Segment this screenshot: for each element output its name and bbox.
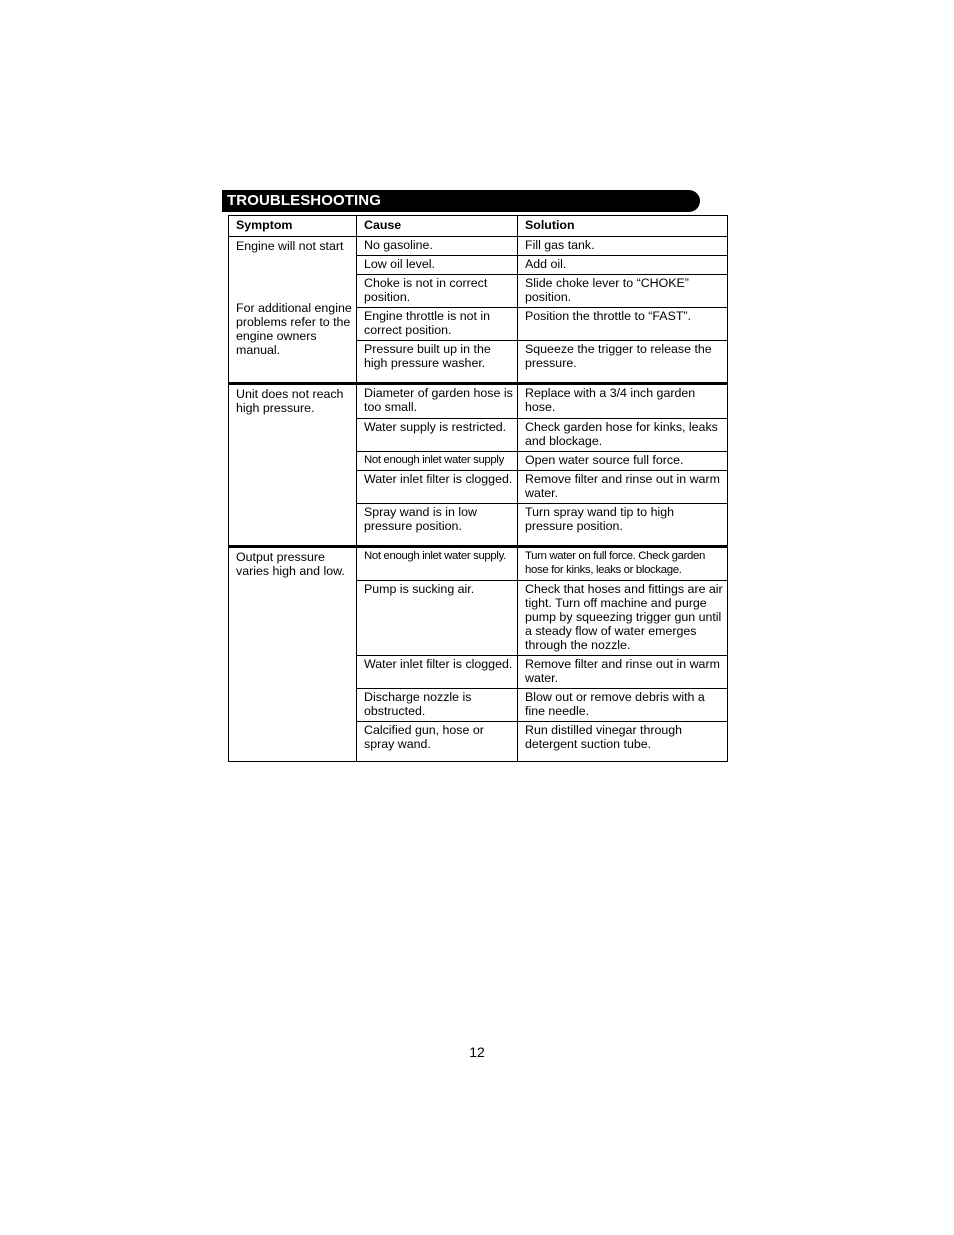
table-row <box>229 547 728 581</box>
cause-cell: Engine throttle is not in correct position. <box>357 308 518 341</box>
cause-cell: Spray wand is in low pressure position. <box>357 504 518 547</box>
solution-cell: Position the throttle to “FAST”. <box>518 308 728 341</box>
cause-cell: Water supply is restricted. <box>357 419 518 452</box>
table-row <box>229 384 728 419</box>
solution-cell: Blow out or remove debris with a fine needle. <box>518 689 728 722</box>
section-title: TROUBLESHOOTING <box>227 192 381 209</box>
cause-cell: Diameter of garden hose is too small. <box>357 384 518 419</box>
table-header-row <box>229 216 728 237</box>
troubleshooting-table <box>228 215 728 762</box>
cause-cell: Low oil level. <box>357 256 518 275</box>
solution-cell: Turn spray wand tip to high pressure position. <box>518 504 728 547</box>
solution-cell: Squeeze the trigger to release the pressure. <box>518 341 728 384</box>
section-title-bar <box>222 190 700 212</box>
cause-cell: Pump is sucking air. <box>357 581 518 656</box>
solution-cell: Remove filter and rinse out in warm water. <box>518 656 728 689</box>
solution-cell: Check garden hose for kinks, leaks and blockage. <box>518 419 728 452</box>
solution-cell: Remove filter and rinse out in warm water. <box>518 471 728 504</box>
cause-cell: Water inlet filter is clogged. <box>357 656 518 689</box>
solution-cell: Check that hoses and fittings are air tight. Turn off machine and purge pump by squeezing trigger gun until a steady flow of water emerges through the nozzle. <box>518 581 728 656</box>
solution-cell: Replace with a 3/4 inch garden hose. <box>518 384 728 419</box>
symptom-cell <box>229 237 357 384</box>
cause-cell: Not enough inlet water supply. <box>357 547 518 581</box>
solution-cell: Turn water on full force. Check garden hose for kinks, leaks or blockage. <box>518 547 728 581</box>
solution-cell: Fill gas tank. <box>518 237 728 256</box>
table-row <box>229 237 728 256</box>
cause-cell: Discharge nozzle is obstructed. <box>357 689 518 722</box>
cause-cell: Not enough inlet water supply <box>357 452 518 471</box>
header-solution: Solution <box>518 216 728 237</box>
symptom-text: Engine will not start <box>236 239 344 253</box>
symptom-cell <box>229 547 357 762</box>
symptom-text: Output pressure varies high and low. <box>236 550 345 578</box>
cause-cell: No gasoline. <box>357 237 518 256</box>
cause-cell: Water inlet filter is clogged. <box>357 471 518 504</box>
cause-cell: Calcified gun, hose or spray wand. <box>357 722 518 762</box>
symptom-note: For additional engine problems refer to the engine owners manual. <box>236 301 352 357</box>
header-symptom: Symptom <box>229 216 357 237</box>
cause-cell: Choke is not in correct position. <box>357 275 518 308</box>
cause-cell: Pressure built up in the high pressure washer. <box>357 341 518 384</box>
symptom-cell <box>229 384 357 547</box>
header-cause: Cause <box>357 216 518 237</box>
solution-cell: Slide choke lever to “CHOKE” position. <box>518 275 728 308</box>
symptom-text: Unit does not reach high pressure. <box>236 387 344 415</box>
solution-cell: Add oil. <box>518 256 728 275</box>
page-number: 12 <box>469 1044 485 1060</box>
solution-cell: Open water source full force. <box>518 452 728 471</box>
solution-cell: Run distilled vinegar through detergent suction tube. <box>518 722 728 762</box>
